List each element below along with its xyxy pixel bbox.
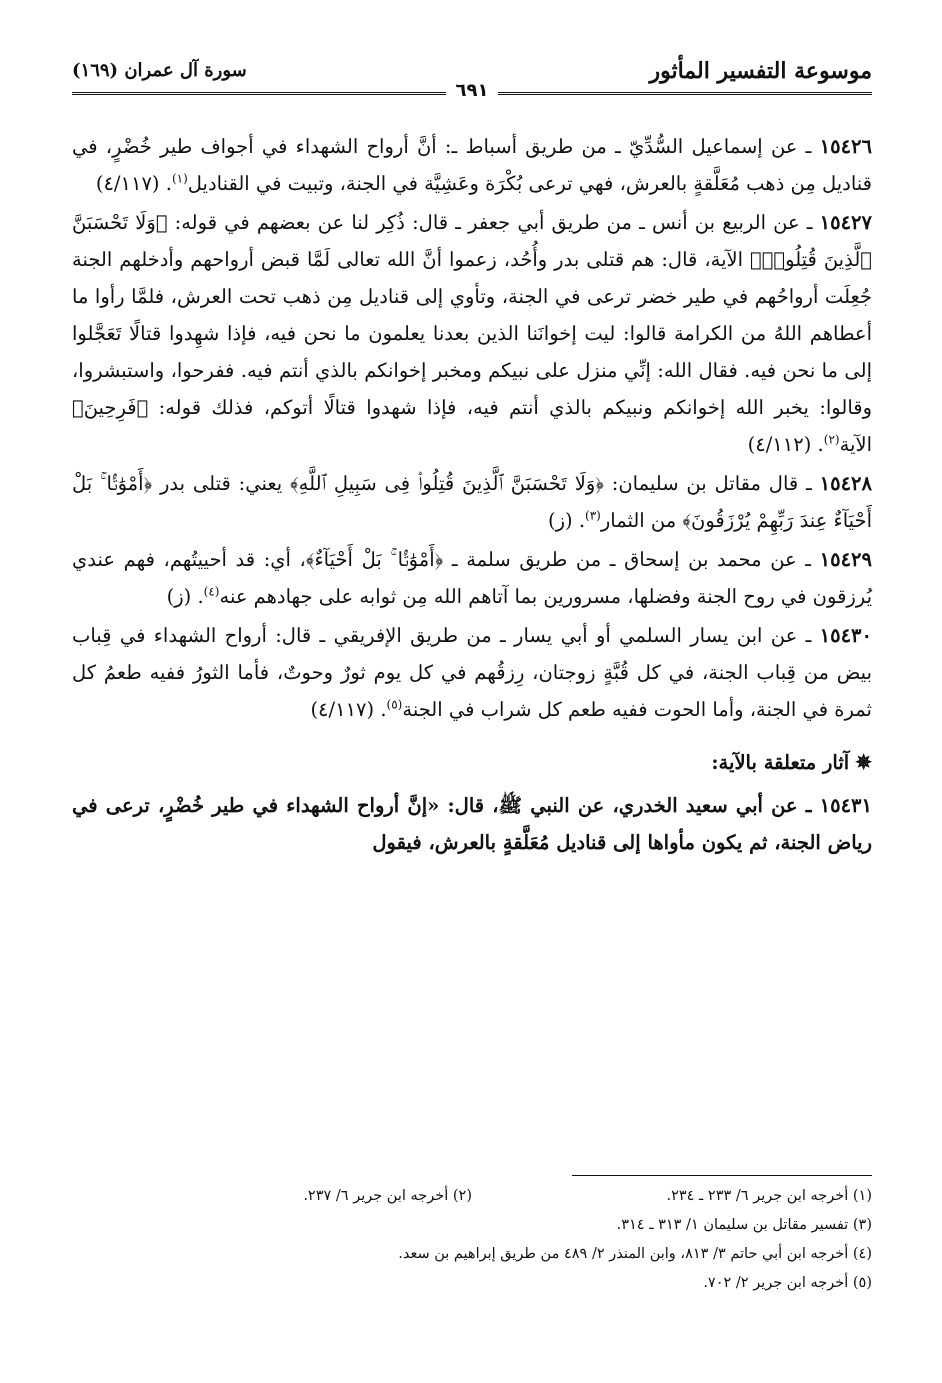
paragraph-text: ـ عن أبي سعيد الخدري، عن النبي ﷺ، قال: «إنَّ أرواح الشهداء في طير خُضْرٍ، ترعى في رياض الجنة، ثم يكون مأواها إلى قناديل مُعَلَّقةٍ بالعرش، فيقول	[72, 794, 872, 854]
paragraph-text: ـ عن الربيع بن أنس ـ من طريق أبي جعفر ـ قال: ذُكِر لنا عن بعضهم في قوله: ﴿وَلَا تَحْسَبَنَّ ٱلَّذِينَ قُتِلُوا۟﴾ الآية، قال: هم قتلى بدر وأُحُد، زعموا أنَّ الله تعالى لَمَّا قبض أرواحهم وأدخلهم الجنة جُعِلَت أرواحُهم في طير خضر ترعى في الجنة، وتأوي إلى قناديل مِن ذهب تحت العرش، فلمَّا رأوا ما أعطاهم اللهُ من الكرامة قالوا: ليت إخوانَنا الذين بعدنا يعلمون ما نحن فيه، فإذا شهِدوا قتالًا تَعَجَّلوا إلى ما نحن فيه. فقال الله: إنِّي منزل على نبيكم ومخبر إخوانكم بالذي أنتم فيه. ففرحوا، واستبشروا، وقالوا: يخبر الله إخوانكم ونبيكم بالذي أنتم فيه، فإذا شهدوا قتالًا أتوكم، فذلك قوله: ﴿فَرِحِينَ﴾ الآية	[72, 211, 872, 456]
book-title: موسوعة التفسير المأثور	[649, 58, 872, 84]
narration-number: ١٥٤٣٠	[819, 624, 872, 647]
ornament-icon: ✵	[855, 750, 872, 774]
footnote: (٢) أخرجه ابن جرير ٦/ ٢٣٧.	[303, 1188, 472, 1204]
paragraph	[72, 465, 872, 539]
page-number: ٦٩١	[446, 80, 499, 101]
paragraph	[72, 617, 872, 728]
page-number-wrap	[72, 80, 872, 101]
footnote: (١) أخرجه ابن جرير ٦/ ٢٣٣ ـ ٢٣٤.	[666, 1188, 872, 1204]
source-ref: . (ز)	[547, 509, 586, 532]
narration-number: ١٥٤٣١	[819, 794, 872, 817]
footnote-ref: (٣)	[585, 508, 601, 523]
footnote: (٤) أخرجه ابن أبي حاتم ٣/ ٨١٣، وابن المنذر ٢/ ٤٨٩ من طريق إبراهيم بن سعد.	[398, 1246, 872, 1262]
source-ref: . (٤/١١٧)	[95, 172, 172, 195]
surah-title: سورة آل عمران (١٦٩)	[72, 60, 247, 81]
narration-number: ١٥٤٢٦	[819, 135, 872, 158]
footnote-ref: (٢)	[823, 432, 840, 447]
main-text	[72, 128, 872, 863]
footnote-row	[72, 1182, 872, 1211]
paragraph	[72, 541, 872, 615]
source-ref: . (ز)	[166, 585, 204, 608]
paragraph	[72, 204, 872, 463]
section-heading-text: آثار متعلقة بالآية:	[711, 751, 850, 774]
paragraph-text: ـ عن محمد بن إسحاق ـ من طريق سلمة ـ ﴿أَمْوَٰتًۢا ۚ بَلْ أَحْيَآءٌ﴾، أي: قد أحييتُهم، فهم عندي يُرزقون في روح الجنة وفضلها، مسرورين بما آتاهم الله مِن ثوابه على جهادهم عنه	[72, 548, 872, 608]
footnotes	[72, 1175, 872, 1298]
footnote-ref: (٤)	[203, 584, 220, 599]
footnote: (٥) أخرجه ابن جرير ٢/ ٧٠٢.	[703, 1275, 872, 1291]
narration-number: ١٥٤٢٧	[819, 211, 872, 234]
footnote-divider	[572, 1175, 872, 1176]
footnote: (٣) تفسير مقاتل بن سليمان ١/ ٣١٣ ـ ٣١٤.	[616, 1217, 872, 1233]
section-heading	[72, 744, 872, 781]
paragraph-text: ـ عن إسماعيل السُّدِّيّ ـ من طريق أسباط ـ: أنَّ أرواح الشهداء في أجواف طير خُضْرٍ، في قناديل مِن ذهب مُعَلَّقةٍ بالعرش، فهي ترعى بُكْرَة وعَشِيَّة في الجنة، وتبيت في القناديل	[72, 135, 872, 195]
paragraph-text: ـ عن ابن يسار السلمي أو أبي يسار ـ من طريق الإفريقي ـ قال: أرواح الشهداء في قِباب بيض من قِباب الجنة، في كل قُبَّةٍ زوجتان، رِزقُهم في كل يوم ثورٌ وحوتٌ، فأما الثورُ ففيه طعمُ كل ثمرة في الجنة، وأما الحوت ففيه طعم كل شراب في الجنة	[72, 624, 872, 721]
paragraph-text: ـ قال مقاتل بن سليمان: ﴿وَلَا تَحْسَبَنَّ ٱلَّذِينَ قُتِلُوا۟ فِى سَبِيلِ ٱللَّهِ﴾ يعني: قتلى بدر ﴿أَمْوَٰتًۢا ۚ بَلْ أَحْيَآءٌ عِندَ رَبِّهِمْ يُرْزَقُونَ﴾ من الثمار	[72, 472, 872, 532]
footnote-ref: (٥)	[386, 697, 403, 712]
narration-number: ١٥٤٢٨	[819, 472, 872, 495]
footnote-ref: (١)	[171, 171, 188, 186]
source-ref: . (٤/١١٢)	[747, 433, 824, 456]
paragraph	[72, 128, 872, 202]
page-header	[72, 58, 872, 101]
narration-number: ١٥٤٢٩	[819, 548, 872, 571]
source-ref: . (٤/١١٧)	[310, 698, 387, 721]
paragraph	[72, 787, 872, 861]
